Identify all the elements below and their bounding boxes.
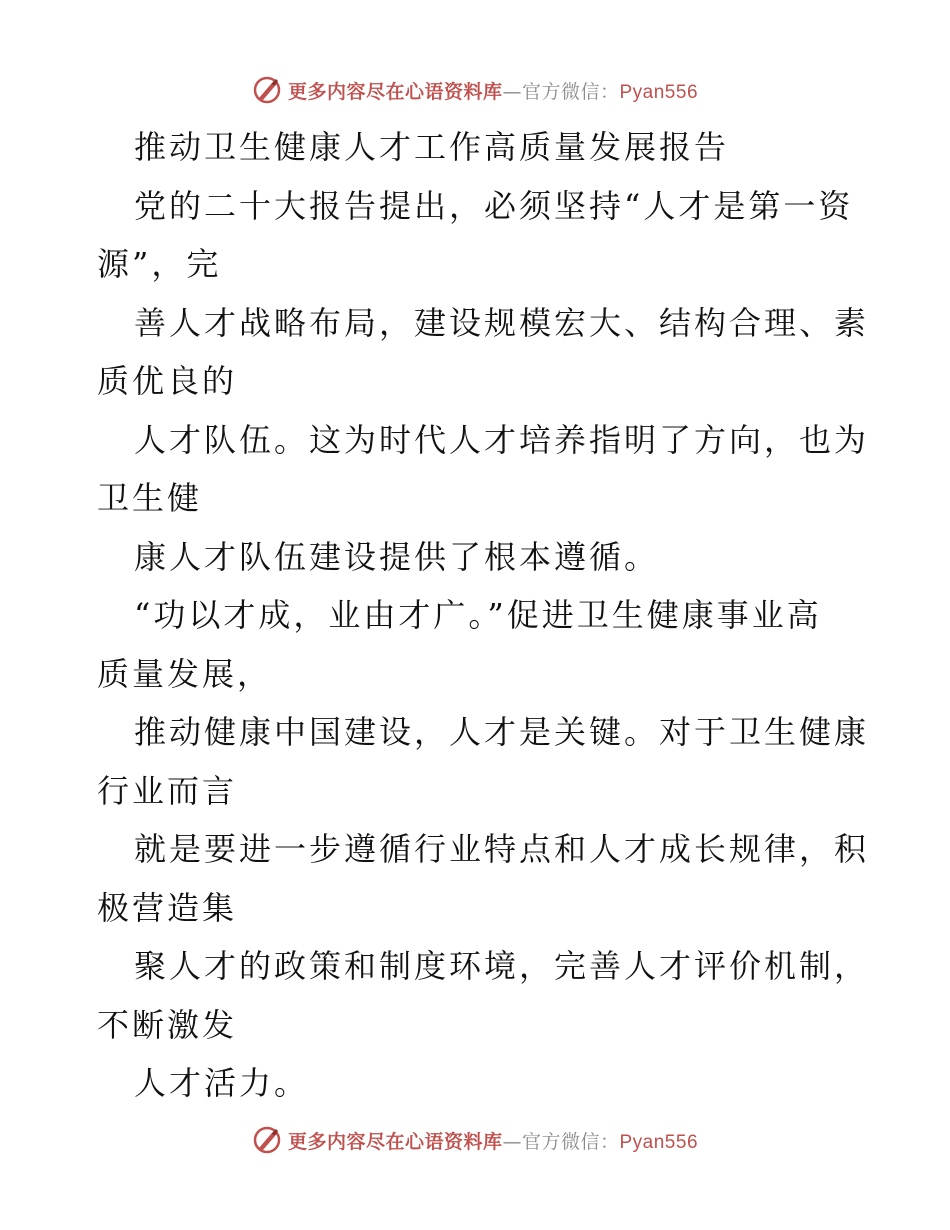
document-body bbox=[97, 118, 870, 1113]
pen-logo-icon bbox=[252, 1125, 282, 1155]
document-title: 推动卫生健康人才工作高质量发展报告 bbox=[134, 128, 730, 166]
text-line: 极营造集 bbox=[97, 888, 238, 927]
watermark-main-text: 更多内容尽在心语资料库 bbox=[287, 1130, 503, 1153]
text-line: 人才队伍。这为时代人才培养指明了方向，也为 bbox=[134, 420, 870, 459]
text-line: 质量发展， bbox=[97, 654, 273, 693]
watermark-sub-text: —官方微信： bbox=[502, 80, 620, 103]
watermark-main-text: 更多内容尽在心语资料库 bbox=[287, 80, 503, 103]
text-line: 人才活力。 bbox=[134, 1064, 310, 1102]
text-line: 就是要进一步遵循行业特点和人才成长规律，积 bbox=[134, 830, 870, 868]
text-line: 源”，完 bbox=[97, 245, 222, 283]
watermark-wechat-id: Pyan556 bbox=[619, 1131, 699, 1153]
text-line: 党的二十大报告提出，必须坚持“人才是第一资 bbox=[134, 186, 854, 225]
header-watermark bbox=[0, 73, 950, 107]
text-line: 卫生健 bbox=[97, 479, 203, 517]
watermark-text bbox=[288, 77, 698, 104]
pen-logo-icon bbox=[252, 75, 282, 105]
watermark-group bbox=[252, 1125, 698, 1155]
text-line: 行业而言 bbox=[97, 771, 238, 810]
text-line: 康人才队伍建设提供了根本遵循。 bbox=[134, 537, 660, 576]
text-line: 聚人才的政策和制度环境，完善人才评价机制， bbox=[134, 947, 870, 985]
text-line: 不断激发 bbox=[97, 1005, 238, 1044]
watermark-sub-text: —官方微信： bbox=[502, 1130, 620, 1153]
watermark-text bbox=[288, 1127, 698, 1154]
footer-watermark bbox=[0, 1123, 950, 1157]
text-line: 善人才战略布局，建设规模宏大、结构合理、素 bbox=[134, 303, 870, 342]
watermark-group bbox=[252, 75, 698, 105]
text-line: “功以才成，业由才广。”促进卫生健康事业高 bbox=[134, 596, 822, 634]
text-line: 质优良的 bbox=[97, 362, 238, 400]
text-line: 推动健康中国建设，人才是关键。对于卫生健康 bbox=[134, 713, 870, 751]
watermark-wechat-id: Pyan556 bbox=[619, 81, 699, 103]
